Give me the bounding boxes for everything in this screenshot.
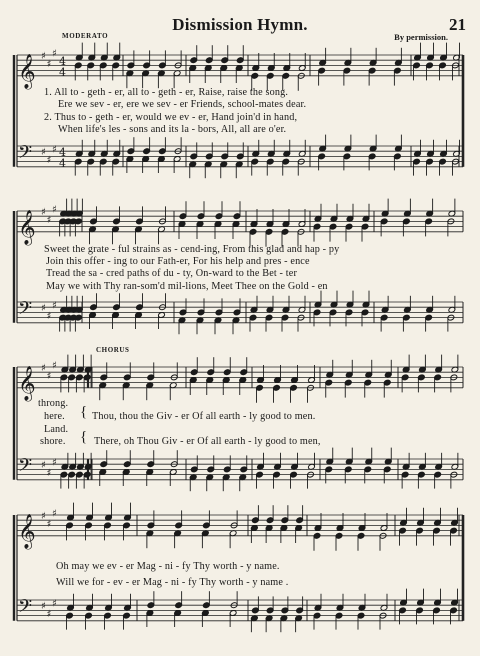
key-signature-sharp: ♯ (52, 598, 57, 610)
bass-clef-icon: 𝄢 (18, 142, 33, 168)
key-signature-sharp: ♯ (41, 511, 46, 522)
time-signature: 4 (59, 145, 66, 159)
lyric-line: Ere we sev - er, ere we sev - er Friends, school-mates dear. (58, 99, 307, 110)
lyric-line: Will we for - ev - er Mag - ni - fy Thy worth - y name . (56, 577, 289, 588)
key-signature-sharp: ♯ (46, 370, 52, 382)
key-signature-sharp: ♯ (46, 214, 52, 226)
lyric-line: When life's les - sons and its la - bors, All, all are o'er. (58, 124, 287, 135)
bass-clef-icon: 𝄢 (18, 596, 33, 622)
key-signature-sharp: ♯ (41, 363, 46, 374)
key-signature-sharp: ♯ (41, 51, 46, 62)
key-signature-sharp: ♯ (52, 204, 57, 216)
lyric-line-end: Land. (44, 424, 69, 435)
key-signature-sharp: ♯ (52, 48, 57, 60)
time-signature: 4 (59, 65, 66, 79)
key-signature-sharp: ♯ (46, 58, 52, 70)
lyric-line: Thou, thou the Giv - er Of all earth - ly good to men. (92, 411, 316, 422)
key-signature-sharp: ♯ (52, 457, 57, 469)
lyric-line: May we with Thy ran-som'd mil-lions, Meet Thee on the Gold - en (46, 281, 328, 292)
lyric-line: 1. All to - geth - er, all to - geth - er, Raise, raise the song. (44, 87, 289, 98)
key-signature-sharp: ♯ (41, 303, 46, 315)
tempo-marking: MODERATO (62, 32, 109, 40)
page-number: 21 (449, 15, 466, 34)
treble-clef-icon: 𝄞 (18, 365, 36, 401)
key-signature-sharp: ♯ (52, 360, 57, 372)
key-signature-sharp: ♯ (52, 300, 57, 312)
key-signature-sharp: ♯ (41, 207, 46, 218)
key-signature-sharp: ♯ (41, 460, 46, 472)
permission-credit: By permission. (394, 32, 448, 42)
verse-brace: { (80, 429, 88, 445)
key-signature-sharp: ♯ (46, 518, 52, 530)
lyric-line: Oh may we ev - er Mag - ni - fy Thy worth - y name. (56, 561, 280, 572)
key-signature-sharp: ♯ (46, 311, 52, 322)
time-signature: 4 (59, 54, 66, 68)
lyric-line: Sweet the grate - ful strains as - cend-ing, From this glad and hap - py (44, 244, 340, 255)
lyric-line-end: shore. (40, 436, 66, 447)
key-signature-sharp: ♯ (46, 468, 52, 479)
treble-clef-icon: 𝄞 (18, 53, 36, 89)
chorus-label: CHORUS (96, 346, 130, 354)
key-signature-sharp: ♯ (46, 155, 52, 166)
key-signature-sharp: ♯ (41, 601, 46, 613)
treble-clef-icon: 𝄞 (18, 209, 36, 245)
lyric-line: Tread the sa - cred paths of du - ty, On-ward to the Bet - ter (46, 268, 297, 279)
lyric-line: There, oh Thou Giv - er Of all earth - ly good to men, (94, 436, 321, 447)
treble-clef-icon: 𝄞 (18, 513, 36, 549)
verse-brace: { (80, 404, 88, 420)
lyric-line-end: throng. (38, 398, 69, 409)
lyric-line: 2. Thus to - geth - er, would we ev - er, Hand join'd in hand, (44, 112, 298, 123)
key-signature-sharp: ♯ (52, 144, 57, 156)
bass-clef-icon: 𝄢 (18, 298, 33, 324)
key-signature-sharp: ♯ (46, 609, 52, 620)
key-signature-sharp: ♯ (41, 147, 46, 159)
lyric-line: Join this offer - ing to our Fath-er, For his help and pres - ence (46, 256, 310, 267)
time-signature: 4 (59, 156, 66, 170)
key-signature-sharp: ♯ (52, 508, 57, 520)
lyric-line-end: here. (44, 411, 65, 422)
bass-clef-icon: 𝄢 (18, 455, 33, 481)
hymn-title: Dismission Hymn. (172, 15, 308, 34)
